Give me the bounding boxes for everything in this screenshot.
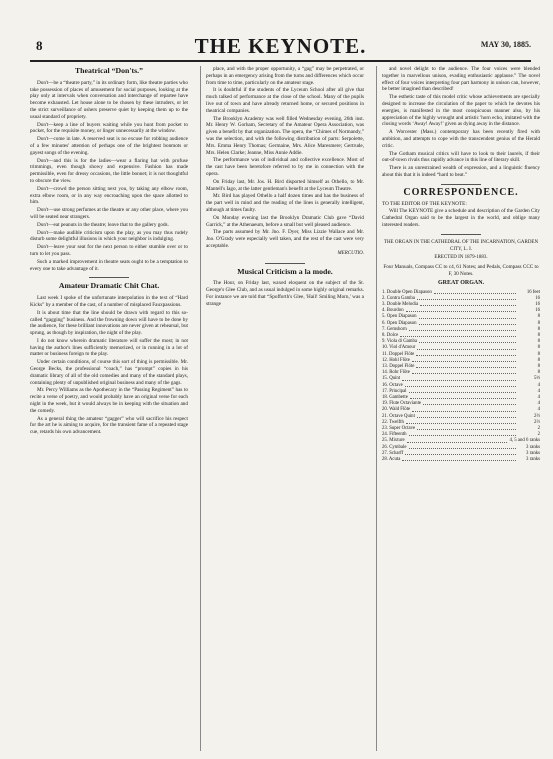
dot-leader <box>417 414 516 418</box>
paragraph: Last week I spoke of the unfortunate interpolation in the text of “Hard Kicks” by a member of the cast, of a number of misplaced Fauxpassions. <box>30 295 188 308</box>
paragraph: Don't—leave your seat for the next person to either stumble over or to turn to let you pass. <box>30 244 188 257</box>
article-title-amateur-chit-chat: Amateur Dramatic Chit Chat. <box>58 281 160 291</box>
organ-stop-name: 10. Viol d'Amour <box>382 345 416 351</box>
column-divider <box>200 66 201 751</box>
organ-stop-name: 15. Quint <box>382 376 401 382</box>
dot-leader <box>417 426 516 430</box>
paragraph: As a general thing the amateur “gagger” who will sacrifice his respect for the art he is aiming to acquire, for the transient fame of a repeated stage cue, retards his own advancement. <box>30 415 188 436</box>
organ-stop-pitch: 8 <box>537 326 540 332</box>
organ-stop-pitch: 4 <box>537 394 540 400</box>
issue-date: MAY 30, 1885. <box>480 40 531 49</box>
organ-stop-pitch: 2 <box>537 425 540 431</box>
column-2 <box>206 66 364 751</box>
organ-stop-pitch: 16 <box>535 308 540 314</box>
dot-leader <box>416 364 516 368</box>
organ-stop-pitch: 8 <box>537 339 540 345</box>
organ-stop-pitch: 2 <box>537 432 540 438</box>
organ-stop-name: 1. Double Open Diapason <box>382 289 432 295</box>
paragraph: The Gotham musical critics will have to look to their laurels, if their out-of-town rivals thus rapidly advance in this line of literary skill. <box>382 150 540 164</box>
article-body-criticism-continued <box>382 66 540 179</box>
organ-stop-pitch: 3 ranks <box>526 450 540 456</box>
paragraph: A Worcester (Mass.) contemporary has been recently fired with ambition, and attempts to cope with the transcendent genius of the Herald critic. <box>382 129 540 149</box>
organ-stop-pitch: 8 <box>537 314 540 320</box>
editor-salutation: TO THE EDITOR OF THE KEYNOTE: <box>382 200 467 207</box>
paragraph: Under certain conditions, of course this sort of thing is permissible. Mr. George Becks, the professional “coach,” has “prompt” copies in his dramatic library of all of the old comedies and many of the standard plays, containing plenty of unpublished original business and many of the gags. <box>30 359 188 386</box>
paragraph: Don't—be a “theatre party,” in its ordinary form, like theatre parties who take possession of places of amusement for social purposes, looking at the play only at intervals when conversation and interchange of repartee have become exhausted. Let house alone to be chosen by these intruders, or let the strict surveillance of ushers preserve quiet by keeping them up to the usual standard of propriety. <box>30 79 188 120</box>
organ-stop-name: 22. Twelfth <box>382 419 404 425</box>
paragraph: It is doubtful if the students of the Lyceum School after all give that much talked of performance at the close of the school. Many of the pupils live out of town and have already returned home, or secured positions in theatrical companies. <box>206 87 364 114</box>
organ-stop-name: 25. Mixture <box>382 438 405 444</box>
dot-leader <box>409 445 516 449</box>
organ-stop-pitch: 4 <box>537 401 540 407</box>
page-header <box>30 36 531 56</box>
dot-leader <box>417 345 516 349</box>
organ-stop-pitch: 16 <box>535 301 540 307</box>
great-organ-title: GREAT ORGAN. <box>437 279 485 286</box>
dot-leader <box>409 327 516 331</box>
dot-leader <box>406 308 516 312</box>
masthead-title: THE KEYNOTE. <box>194 34 367 58</box>
article-body-amateur-chit-chat <box>30 295 188 436</box>
paragraph: The esthetic taste of this model critic whose achievements are specially designed to increase the circulation of the paper to which he devotes his energies, is manifested in the most conspicuous manner also, by his appreciation of the highly wrought and artistic 'horn echo, imitated with the closing words ‘Away! Away!’ given as dying away in the distance. <box>382 94 540 128</box>
article-title-musical-criticism: Musical Criticism a la mode. <box>237 266 333 276</box>
paragraph: Don't—eat peanuts in the theatre; leave that to the gallery gods. <box>37 221 169 228</box>
organ-stop-pitch: 4, 5 and 6 ranks <box>509 438 540 444</box>
dot-leader <box>400 333 516 337</box>
organ-stop-pitch: 3 ranks <box>526 444 540 450</box>
organ-stop-pitch: 8 <box>537 332 540 338</box>
paragraph: The Hour, on Friday last, waxed eloquent on the subject of the St. George's Glee Club, and as usual indulged in some highly original remarks. For instance we are told that “Spofforth's Glee, 'Hail! Smiling Morn,' was a strange <box>206 280 364 307</box>
paragraph: Don't—use strong perfumes at the theatre or any other place, where you will be seated near strangers. <box>30 207 188 220</box>
dot-leader <box>412 358 516 362</box>
dot-leader <box>406 420 516 424</box>
article-divider <box>441 184 481 185</box>
dot-leader <box>409 432 516 436</box>
organ-stop-name: 16. Octave <box>382 382 403 388</box>
organ-stop-name: 20. Wald Flöte <box>382 407 411 413</box>
dot-leader <box>416 352 516 356</box>
column-1 <box>30 66 188 751</box>
organ-manuals: Four Manuals, Compass CC to c4, 61 Notes; and Pedals, Compass CCC to F, 30 Notes. <box>383 264 539 277</box>
organ-stop-pitch: 5⅓ <box>534 376 540 382</box>
organ-stop-pitch: 4 <box>537 407 540 413</box>
article-divider <box>89 277 129 278</box>
dot-leader <box>405 383 516 387</box>
dot-leader <box>407 438 508 442</box>
organ-stop-name: 7. Gemshorn <box>382 326 407 332</box>
dot-leader <box>417 296 516 300</box>
paragraph: On Friday last, Mr. Jos. H. Bird disported himself as Othello, to Mr. Mantell's Iago, at the latter gentleman's benefit at the Lyceum Theatre. <box>206 178 364 192</box>
paragraph: Don't—make audible criticism upon the play, as you may thus rudely disturb some delightful illusions in which your neighbor is indulging. <box>30 229 188 243</box>
organ-stop-name: 23. Super Octave <box>382 425 416 431</box>
organ-stop-name: 12. Hohl Flöte <box>382 357 410 363</box>
paragraph: The parts assumed by Mr. Jno. F. Dyer, Miss Lizzie Wallace and Mr. Jno. O'Grady were especially well taken, and the rest of the cast were very acceptable. <box>206 229 364 249</box>
paragraph: Mr. Percy Williams as the Apothecary in the “Passing Regiment” has to recite a verse of poetry, and would probably have an original verse for each night in the week, but it would always be in keeping with the situation and the comedy. <box>30 387 188 414</box>
organ-stop-name: 8. Dolce <box>382 332 399 338</box>
column-3 <box>382 66 540 751</box>
paragraph: The performance was of individual and collective excellence. Most of the cast have been heretofore referred to by me in connection with the opera. <box>206 157 364 177</box>
paragraph: It is about time that the line should be drawn with regard to this so-called “gagging” business. And the frowning down will have to be done by the audience, for these brilliant innovations are never given at rehearsal, but sprung, as though by inspiration, the night of the play. <box>30 309 188 337</box>
column-divider <box>376 66 377 751</box>
paragraph: There is an unrestrained wealth of expression, and a linguistic fluency about this that it is indeed “hard to beat.” <box>382 165 540 178</box>
organ-stop-pitch: 2⅔ <box>534 413 540 419</box>
header-rule <box>30 60 531 62</box>
paragraph: On Monday evening last the Brooklyn Dramatic Club gave “David Garrick,” at the Athenaeum, before a small but well pleased audience. <box>206 214 364 228</box>
organ-stop-pitch: 8 <box>537 345 540 351</box>
organ-stop-name: 6. Open Diapason <box>382 320 417 326</box>
organ-stop-row <box>382 457 540 463</box>
organ-stop-name: 11. Doppel Flöte <box>382 351 415 357</box>
organ-stop-name: 2. Contra Gamba <box>382 295 415 301</box>
organ-stop-name: 3. Double Melodia <box>382 301 419 307</box>
dot-leader <box>402 376 516 380</box>
section-title-correspondence: CORRESPONDENCE. <box>403 186 519 198</box>
organ-stop-name: 17. Principal <box>382 388 407 394</box>
dot-leader <box>420 302 516 306</box>
paragraph: Don't—crowd the person sitting next you, by taking any elbow room, extra elbow room, or in any way encroaching upon the space allotted to him. <box>30 185 188 206</box>
organ-stop-name: 27. Scharff <box>382 450 404 456</box>
organ-stop-name: 24. Fifteenth <box>382 432 407 438</box>
article-divider <box>441 234 481 235</box>
organ-stop-name: 14. Rohr Flöte <box>382 370 410 376</box>
letter-text: Will The KEYNOTE give a schedule and description of the Garden City Cathedral Organ said to be the largest in the world, and oblige many interested readers. <box>382 208 540 228</box>
organ-stop-pitch: 4 <box>537 388 540 394</box>
dot-leader <box>434 290 516 294</box>
organ-stop-pitch: 8 <box>537 357 540 363</box>
dot-leader <box>410 395 516 399</box>
organ-title: THE ORGAN IN THE CATHEDRAL OF THE INCARNATION, GARDEN CITY, L. I. <box>383 239 539 252</box>
organ-stop-pitch: 16 <box>535 295 540 301</box>
article-title-theatrical-donts: Theatrical “Don'ts.” <box>74 66 143 75</box>
paragraph: Don't—and this is for the ladies—wear a flaring hat with profuse trimmings, even though showy and expensive. Fashion has made permissible, even for dressy occasions, the little bonnet; it is not thoughtful to obscure the view. <box>30 157 188 184</box>
organ-stop-name: 19. Flute Octaviante <box>382 401 422 407</box>
organ-stop-name: 26. Cymbale <box>382 444 407 450</box>
dot-leader <box>419 321 516 325</box>
organ-stop-pitch: 16 feet <box>526 289 540 295</box>
paragraph: place, and with the proper opportunity, a “gag” may be perpetrated, or perhaps in an emergency arising from the turns and differences which occur from time to time, particularly on the amateur stage. <box>206 66 364 86</box>
dot-leader <box>419 314 516 318</box>
paragraph: Mr. Bird has played Othello a half dozen times and has the business of the part well in mind and the reading of the lines is generally intelligent, although at times faulty. <box>206 193 364 213</box>
organ-stop-name: 4. Bourdon <box>382 308 404 314</box>
organ-stop-name: 5. Open Diapason <box>382 314 417 320</box>
dot-leader <box>412 370 516 374</box>
paragraph: I do not know wherein dramatic literature will suffer the most; in not having the author's lines sufficiently memorized, or in running in a lot of matter or business foreign to the play. <box>30 337 188 358</box>
article-body-dramatic-notes <box>206 66 364 250</box>
article-divider <box>265 263 305 264</box>
organ-stop-name: 9. Viola di Gamba <box>382 339 418 345</box>
article-body-theatrical-donts <box>30 80 188 273</box>
dot-leader <box>409 389 516 393</box>
paragraph: Don't—keep a line of buyers waiting while you hunt from pocket to pocket, for the requisite money, or linger unnecessarily at the window. <box>30 121 188 135</box>
dot-leader <box>405 451 516 455</box>
organ-stop-pitch: 8 <box>537 370 540 376</box>
organ-stop-pitch: 8 <box>537 363 540 369</box>
organ-stop-name: 21. Octave Quint <box>382 413 415 419</box>
organ-stop-pitch: 8 <box>537 320 540 326</box>
paragraph: and novel delight to the audience. The four voices were blended together in marvellous unison, evading enthusiastic applause.” The novel effect of four voices interpreting four part harmony in unison can, however, be better imagined than described! <box>382 66 540 93</box>
dot-leader <box>423 401 516 405</box>
paragraph: Such a marked improvement in theatre seats ought to be a temptation to every one to take advantage of it. <box>30 258 188 272</box>
dot-leader <box>402 457 516 461</box>
dot-leader <box>412 407 516 411</box>
paragraph: Don't—come in late. A reserved seat is no excuse for robbing audience of a few minutes' attention of perhaps one of the brightest bonmots or gayest songs of the evening. <box>30 136 188 156</box>
organ-stop-name: 28. Acuta <box>382 457 401 462</box>
organ-stop-pitch: 2⅔ <box>534 419 540 425</box>
organ-stop-pitch: 8 <box>537 351 540 357</box>
organ-stop-pitch: 4 <box>537 382 540 388</box>
organ-stop-name: 13. Doppel Flöte <box>382 363 415 369</box>
organ-stop-name: 18. Gambette <box>382 394 408 400</box>
paragraph: The Brooklyn Academy was well filled Wednesday evening, 26th inst. Mr. Henry W. Gorham, Secretary of the Amateur Opera Association, was given a benefit by that organization. The opera, the “Chimes of Normandy,” was the selection, and with the following distribution of parts: Serpolette, Mrs. Emma Henry Thomas; Germaine, Mrs. Alice Maresmere; Gertrude, Mrs. Helen Clarke; Jeanne, Miss Annie Addie. <box>206 115 364 156</box>
article-body-musical-criticism <box>206 280 364 307</box>
page-number: 8 <box>36 38 43 53</box>
author-signature: MERCUTIO. <box>337 250 364 256</box>
great-organ-stop-list <box>382 290 540 464</box>
organ-erected: ERECTED IN 1879-1883. <box>434 255 488 261</box>
organ-stop-pitch: 3 ranks <box>526 457 540 462</box>
dot-leader <box>419 339 516 343</box>
